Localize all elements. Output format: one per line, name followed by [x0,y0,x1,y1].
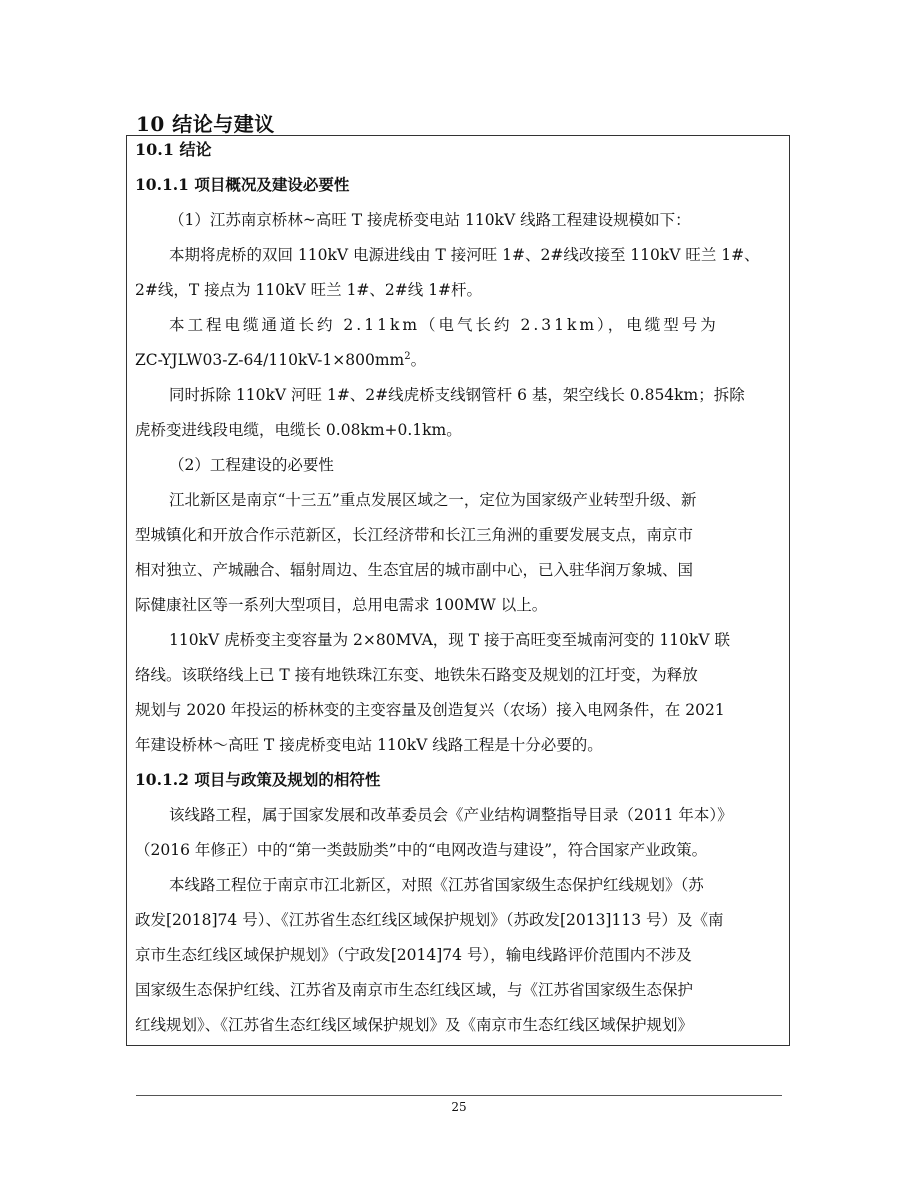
paragraph-line: （2016 年修正）中的“第一类鼓励类”中的“电网改造与建设”，符合国家产业政策。 [135,841,708,859]
section-heading: 10.1 结论 [135,140,212,159]
paragraph-line: 络线。该联络线上已 T 接有地铁珠江东变、地铁朱石路变及规划的江圩变，为释放 [135,666,698,684]
paragraph-line: 同时拆除 110kV 河旺 1#、2#线虎桥支线钢管杆 6 基，架空线长 0.854km；拆除 [169,386,745,404]
paragraph-line: 本工程电缆通道长约 2.11km（电气长约 2.31km），电缆型号为 [169,316,719,334]
paragraph-line: 江北新区是南京“十三五”重点发展区域之一，定位为国家级产业转型升级、新 [169,491,697,509]
paragraph-line: 型城镇化和开放合作示范新区，长江经济带和长江三角洲的重要发展支点，南京市 [135,526,694,544]
paragraph-line: 本期将虎桥的双回 110kV 电源进线由 T 接河旺 1#、2#线改接至 110kV 旺兰 1#、 [169,246,760,264]
paragraph-line: 2#线，T 接点为 110kV 旺兰 1#、2#线 1#杆。 [135,281,483,299]
content-frame [126,135,790,1046]
paragraph-line: 相对独立、产城融合、辐射周边、生态宜居的城市副中心，已入驻华润万象城、国 [135,561,694,579]
paragraph-line: （2）工程建设的必要性 [169,456,334,474]
subsection-heading-1: 10.1.1 项目概况及建设必要性 [135,175,350,194]
paragraph-line: （1）江苏南京桥林~高旺 T 接虎桥变电站 110kV 线路工程建设规模如下： [169,211,691,229]
paragraph-line: 110kV 虎桥变主变容量为 2×80MVA，现 T 接于高旺变至城南河变的 110kV 联 [169,631,731,649]
paragraph-line: 本线路工程位于南京市江北新区，对照《江苏省国家级生态保护红线规划》（苏 [169,876,704,894]
paragraph-line: 京市生态红线区域保护规划》（宁政发[2014]74 号），输电线路评价范围内不涉及 [135,946,692,964]
paragraph-line: 虎桥变进线段电缆，电缆长 0.08km+0.1km。 [135,421,462,439]
period: 。 [410,351,427,369]
subsection-heading-2: 10.1.2 项目与政策及规划的相符性 [135,770,381,789]
page-number: 25 [451,1100,467,1114]
footer-divider [136,1095,782,1096]
paragraph-line: 红线规划》、《江苏省生态红线区域保护规划》及《南京市生态红线区域保护规划》 [135,1016,694,1034]
chapter-title: 10 结论与建议 [136,112,275,136]
paragraph-line: 该线路工程，属于国家发展和改革委员会《产业结构调整指导目录（2011 年本）》 [169,806,733,824]
paragraph-line: 年建设桥林～高旺 T 接虎桥变电站 110kV 线路工程是十分必要的。 [135,736,603,754]
paragraph-line: 政发[2018]74 号）、《江苏省生态红线区域保护规划》（苏政发[2013]113 号）及《南 [135,911,724,929]
paragraph-line: 规划与 2020 年投运的桥林变的主变容量及创造复兴（农场）接入电网条件，在 2021 [135,701,725,719]
superscript: 2 [404,350,411,362]
paragraph-line [135,350,781,370]
paragraph-line: 际健康社区等一系列大型项目，总用电需求 100MW 以上。 [135,596,548,614]
paragraph-line: 国家级生态保护红线、江苏省及南京市生态红线区域，与《江苏省国家级生态保护 [135,981,694,999]
cable-model: ZC-YJLW03-Z-64/110kV-1×800mm [135,351,405,369]
